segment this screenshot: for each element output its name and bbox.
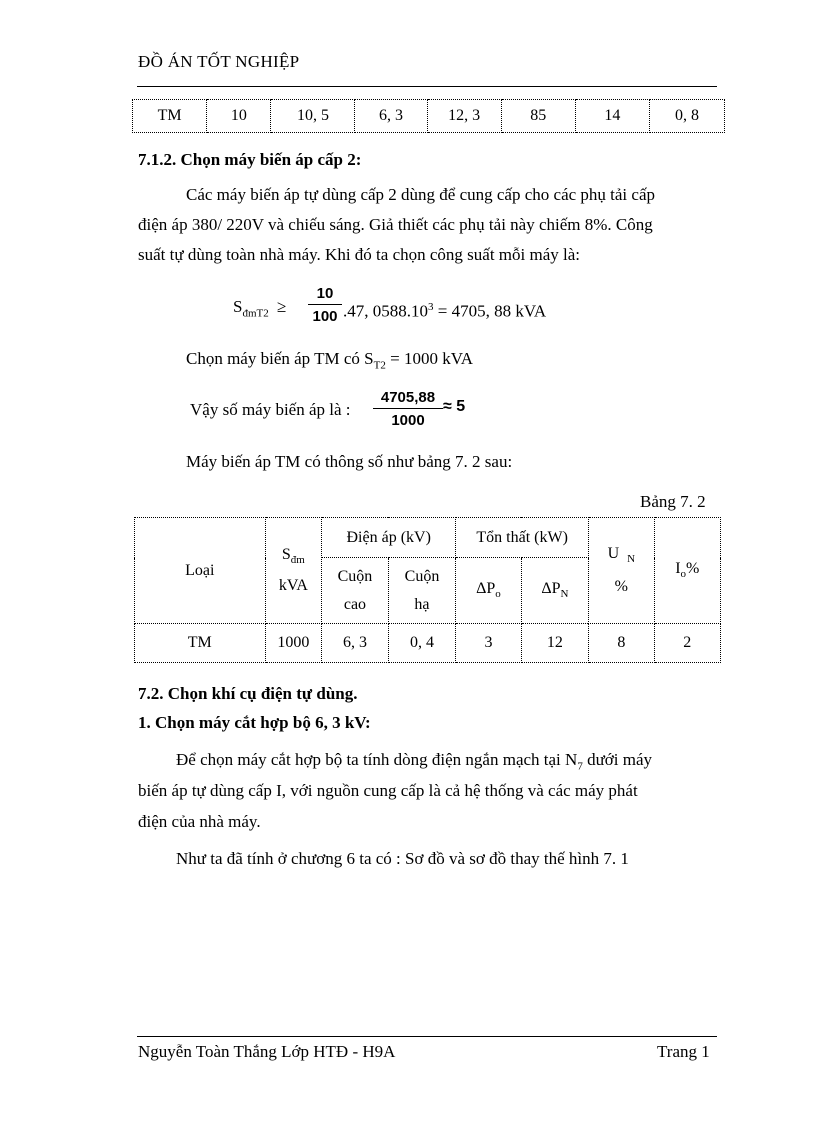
table-cell: 8 [589, 624, 654, 663]
table-cell: 2 [654, 624, 720, 663]
header-un [589, 518, 654, 624]
count-text: Vậy số máy biến áp là : [190, 400, 351, 419]
paragraph-line: điện của nhà máy. [138, 812, 261, 831]
paragraph-line: suất tự dùng toàn nhà máy. Khi đó ta chọn công suất mỗi máy là: [138, 245, 580, 264]
subscript: đm [290, 554, 305, 567]
table-cell: 12 [521, 624, 588, 663]
footer-rule [137, 1036, 717, 1037]
table-cell: 6, 3 [322, 624, 389, 663]
footer-author: Nguyễn Toàn Thắng Lớp HTĐ - H9A [138, 1042, 396, 1061]
formula-text: = 4705, 88 kVA [433, 301, 547, 321]
table-cell: TM [135, 624, 266, 663]
table-header-row [135, 518, 721, 558]
section-heading-72: 7.2. Chọn khí cụ điện tự dùng. [138, 684, 358, 703]
table-cell: 0, 4 [388, 624, 456, 663]
formula-superscript: 3 [428, 301, 434, 313]
header-cuon-cao [322, 558, 389, 624]
formula-fraction [308, 285, 342, 325]
table-cell: 12, 3 [427, 100, 501, 133]
table-cell: 0, 8 [649, 100, 724, 133]
header-loss: Tổn thất (kW) [456, 518, 589, 558]
paragraph-line: Các máy biến áp tự dùng cấp 2 dùng để cung cấp cho các phụ tải cấp [186, 185, 655, 204]
table-cell: 10 [207, 100, 271, 133]
header-delta-pn [521, 558, 588, 624]
formula-symbol: S [233, 297, 243, 316]
text: hạ [414, 595, 430, 613]
fraction-numerator: 4705,88 [373, 389, 443, 409]
subscript: T2 [373, 359, 386, 372]
symbol: I [675, 560, 681, 578]
paragraph-line: biến áp tự dùng cấp I, với nguồn cung cấp là cả hệ thống và các máy phát [138, 781, 638, 800]
text: Cuộn [404, 567, 440, 585]
unit: % [614, 578, 628, 596]
subscript: N [560, 588, 569, 601]
fraction-denominator: 100 [312, 308, 338, 325]
text: = 1000 kVA [385, 349, 474, 368]
choose-transformer-line [186, 345, 473, 379]
symbol: ΔP [476, 580, 496, 598]
symbol: U [607, 544, 620, 562]
header-io [654, 518, 720, 624]
unit: % [686, 560, 700, 578]
table-cell: 6, 3 [355, 100, 427, 133]
text: Cuộn [337, 567, 373, 585]
count-result: ≈ 5 [443, 398, 466, 415]
text: cao [343, 595, 367, 613]
formula-subscript: đmT2 [242, 307, 269, 320]
fraction-numerator: 10 [308, 285, 342, 305]
header-rule [137, 86, 717, 87]
paragraph-line [176, 746, 652, 780]
table-caption: Bảng 7. 2 [640, 492, 706, 511]
formula-operator: ≥ [277, 297, 287, 316]
subscript: 7 [577, 760, 583, 773]
table-intro: Máy biến áp TM có thông số như bảng 7. 2 sau: [186, 452, 513, 471]
table-cell: TM [133, 100, 207, 133]
footer-page-number: Trang 1 [657, 1042, 710, 1061]
table-cell: 14 [575, 100, 649, 133]
text: Để chọn máy cắt hợp bộ ta tính dòng điện ngắn mạch tại N [176, 750, 578, 769]
page-header-title: ĐỒ ÁN TỐT NGHIỆP [138, 52, 300, 71]
fraction-denominator: 1000 [391, 412, 425, 429]
formula-text: .47, 0588.10 [343, 301, 428, 321]
table-cell: 1000 [265, 624, 322, 663]
table-continuation [132, 99, 725, 133]
paragraph-line: điện áp 380/ 220V và chiếu sáng. Giả thiết các phụ tải này chiếm 8%. Công [138, 215, 653, 234]
subscript: o [680, 568, 687, 581]
count-fraction [373, 389, 443, 429]
table-cell: 3 [456, 624, 521, 663]
table-row [133, 100, 725, 133]
formula-rhs [343, 293, 546, 326]
header-voltage: Điện áp (kV) [322, 518, 456, 558]
table-row [135, 624, 721, 663]
header-loai: Loại [135, 518, 266, 624]
symbol: ΔP [541, 580, 561, 598]
table-7-2 [134, 517, 721, 663]
header-delta-p0 [456, 558, 521, 624]
text: dưới máy [582, 750, 653, 769]
unit: kVA [278, 577, 308, 595]
table-cell: 85 [501, 100, 575, 133]
subscript: N [627, 553, 636, 566]
paragraph-line: Như ta đã tính ở chương 6 ta có : Sơ đồ và sơ đồ thay thế hình 7. 1 [176, 849, 629, 868]
text: Chọn máy biến áp TM có S [186, 349, 374, 368]
subscript: o [495, 588, 501, 601]
section-heading-712: 7.1.2. Chọn máy biến áp cấp 2: [138, 150, 362, 169]
symbol: S [281, 545, 291, 563]
table-cell: 10, 5 [271, 100, 355, 133]
subsection-heading: 1. Chọn máy cắt hợp bộ 6, 3 kV: [138, 713, 371, 732]
formula-lhs [233, 293, 286, 327]
header-cuon-ha [388, 558, 456, 624]
header-sdm [265, 518, 322, 624]
